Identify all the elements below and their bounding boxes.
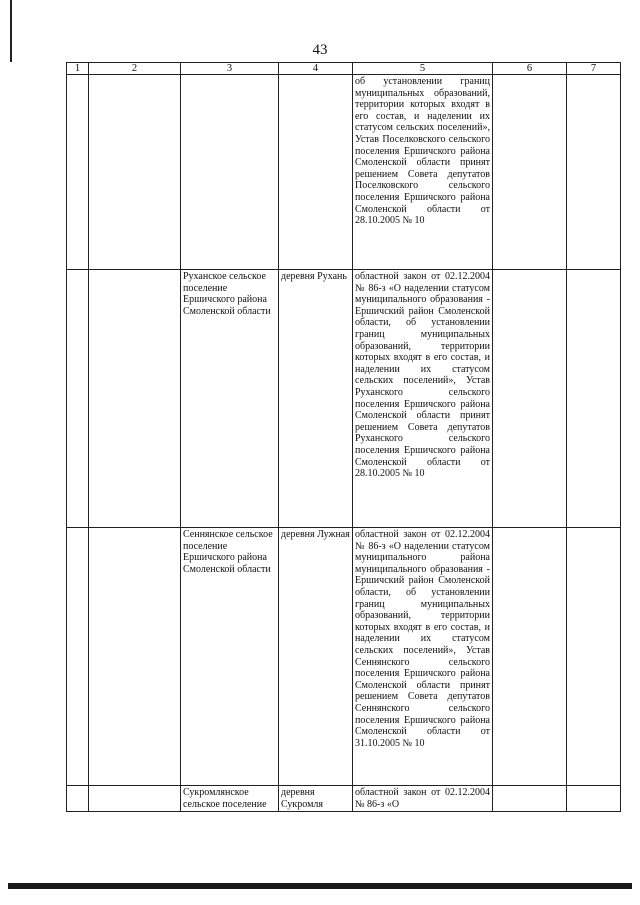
cell-legal-basis [353,270,493,528]
cell-col-7 [567,528,621,786]
cell-legal-basis [353,528,493,786]
cell-col-1 [67,786,89,812]
cell-col-6 [493,75,567,270]
header-col-2: 2 [89,63,181,75]
cell-col-7 [567,75,621,270]
cell-col-1 [67,75,89,270]
cell-col-6 [493,270,567,528]
cell-legal-basis [353,786,493,812]
cell-col-2 [89,786,181,812]
header-col-1: 1 [67,63,89,75]
page-number: 43 [312,42,328,58]
scan-bottom-edge [8,883,632,889]
cell-col-2 [89,270,181,528]
header-col-6: 6 [493,63,567,75]
header-col-3: 3 [181,63,279,75]
header-col-4: 4 [279,63,353,75]
table-row [67,786,621,812]
cell-col-2 [89,75,181,270]
cell-settlement: Сеннянское сельское поселение Ершичского района Смоленской области [181,528,279,786]
cell-col-7 [567,786,621,812]
header-col-5: 5 [353,63,493,75]
table-row [67,528,621,786]
cell-col-1 [67,528,89,786]
table-row [67,270,621,528]
cell-col-1 [67,270,89,528]
legal-basis-text: областной закон от 02.12.2004 № 86-з «О наделении статусом муниципального района муниципального образования - Ершичский район Смоленской области, об установлении границ муниципальных образований, территории которых входят в его состав, и наделении их статусом сельских поселений», Устав Сеннянского сельского поселения Ершичского района Смоленской области принят решением Совета депутатов Сеннянского сельского поселения Ершичского района Смоленской области от 31.10.2005 № 10 [355,529,490,749]
cell-col-6 [493,786,567,812]
cell-settlement: Руханское сельское поселение Ершичского района Смоленской области [181,270,279,528]
legal-basis-text: областной закон от 02.12.2004 № 86-з «О наделении статусом муниципального образования - Ершичский район Смоленской области, об установлении границ муниципальных образований, территории которых входят в его состав, и наделении их статусом сельских поселений», Устав Руханского сельского поселения Ершичского района Смоленской области принят решением Совета депутатов Руханского сельского поселения Ершичского района Смоленской области от 28.10.2005 № 10 [355,271,490,480]
table-header-row [67,63,621,75]
table-row [67,75,621,270]
cell-legal-basis [353,75,493,270]
cell-center: деревня Рухань [279,270,353,528]
cell-settlement [181,75,279,270]
cell-center: деревня Лужная [279,528,353,786]
cell-col-6 [493,528,567,786]
legal-basis-text: об установлении границ муниципальных образований, территории которых входят в его состав, и наделении их статусом сельских поселений», Устав Поселковского сельского поселения Ершичского района Смоленской области принят решением Совета депутатов Поселковского сельского поселения Ершичского района Смоленской области от 28.10.2005 № 10 [355,76,490,227]
header-col-7: 7 [567,63,621,75]
cell-settlement: Сукромлянское сельское поселение [181,786,279,812]
legal-basis-text: областной закон от 02.12.2004 № 86-з «О [355,787,490,810]
cell-col-7 [567,270,621,528]
cell-col-2 [89,528,181,786]
cell-center [279,75,353,270]
cell-center: деревня Сукромля [279,786,353,812]
municipalities-table [66,62,621,812]
